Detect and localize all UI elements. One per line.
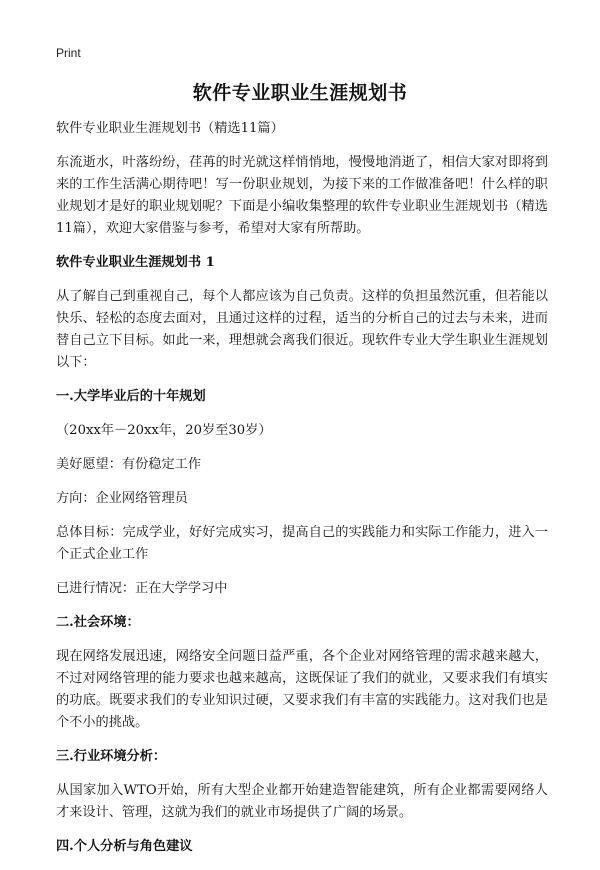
personal-heading: 四.个人分析与角色建议 bbox=[56, 839, 193, 854]
plan-goal: 总体目标：完成学业，好好完成实习，提高自己的实践能力和实际工作能力，进入一个正式企业工作 bbox=[56, 525, 548, 562]
section-1-heading: 软件专业职业生涯规划书 1 bbox=[56, 255, 215, 270]
article-body bbox=[56, 118, 548, 870]
industry-paragraph: 从国家加入WTO开始，所有大型企业都开始建造智能建筑，所有企业都需要网络人才来设计、管理，这就为我们的就业市场提供了广阔的场景。 bbox=[56, 783, 548, 820]
article-subtitle: 软件专业职业生涯规划书（精选11篇） bbox=[56, 121, 284, 136]
plan-direction: 方向：企业网络管理员 bbox=[56, 491, 188, 506]
social-heading: 二.社会环境： bbox=[56, 615, 140, 630]
industry-heading: 三.行业环境分析： bbox=[56, 749, 167, 764]
section-1-paragraph: 从了解自己到重视自己，每个人都应该为自己负责。这样的负担虽然沉重，但若能以快乐、轻松的态度去面对，且通过这样的过程，适当的分析自己的过去与未来，进而替自己立下目标。如此一来，理想就会离我们很近。现软件专业大学生职业生涯规划以下： bbox=[56, 289, 548, 370]
plan-wish: 美好愿望：有份稳定工作 bbox=[56, 457, 202, 472]
page-title: 软件专业职业生涯规划书 bbox=[192, 82, 408, 104]
plan-heading: 一.大学毕业后的十年规划 bbox=[56, 389, 206, 404]
intro-paragraph: 东流逝水，叶落纷纷，荏苒的时光就这样悄悄地，慢慢地消逝了，相信大家对即将到来的工作生活满心期待吧！写一份职业规划，为接下来的工作做准备吧！什么样的职业规划才是好的职业规划呢？下面是小编收集整理的软件专业职业生涯规划书（精选11篇），欢迎大家借鉴与参考，希望对大家有所帮助。 bbox=[56, 155, 548, 236]
social-paragraph: 现在网络发展迅速，网络安全问题日益严重，各个企业对网络管理的需求越来越大，不过对网络管理的能力要求也越来越高，这既保证了我们的就业，又要求我们有填实的功底。既要求我们的专业知识过硬，又要求我们有丰富的实践能力。这对我们也是个不小的挑战。 bbox=[56, 649, 548, 730]
plan-status: 已进行情况：正在大学学习中 bbox=[56, 581, 228, 596]
plan-period: （20xx年－20xx年，20岁至30岁） bbox=[56, 423, 272, 438]
print-label: Print bbox=[56, 46, 81, 60]
